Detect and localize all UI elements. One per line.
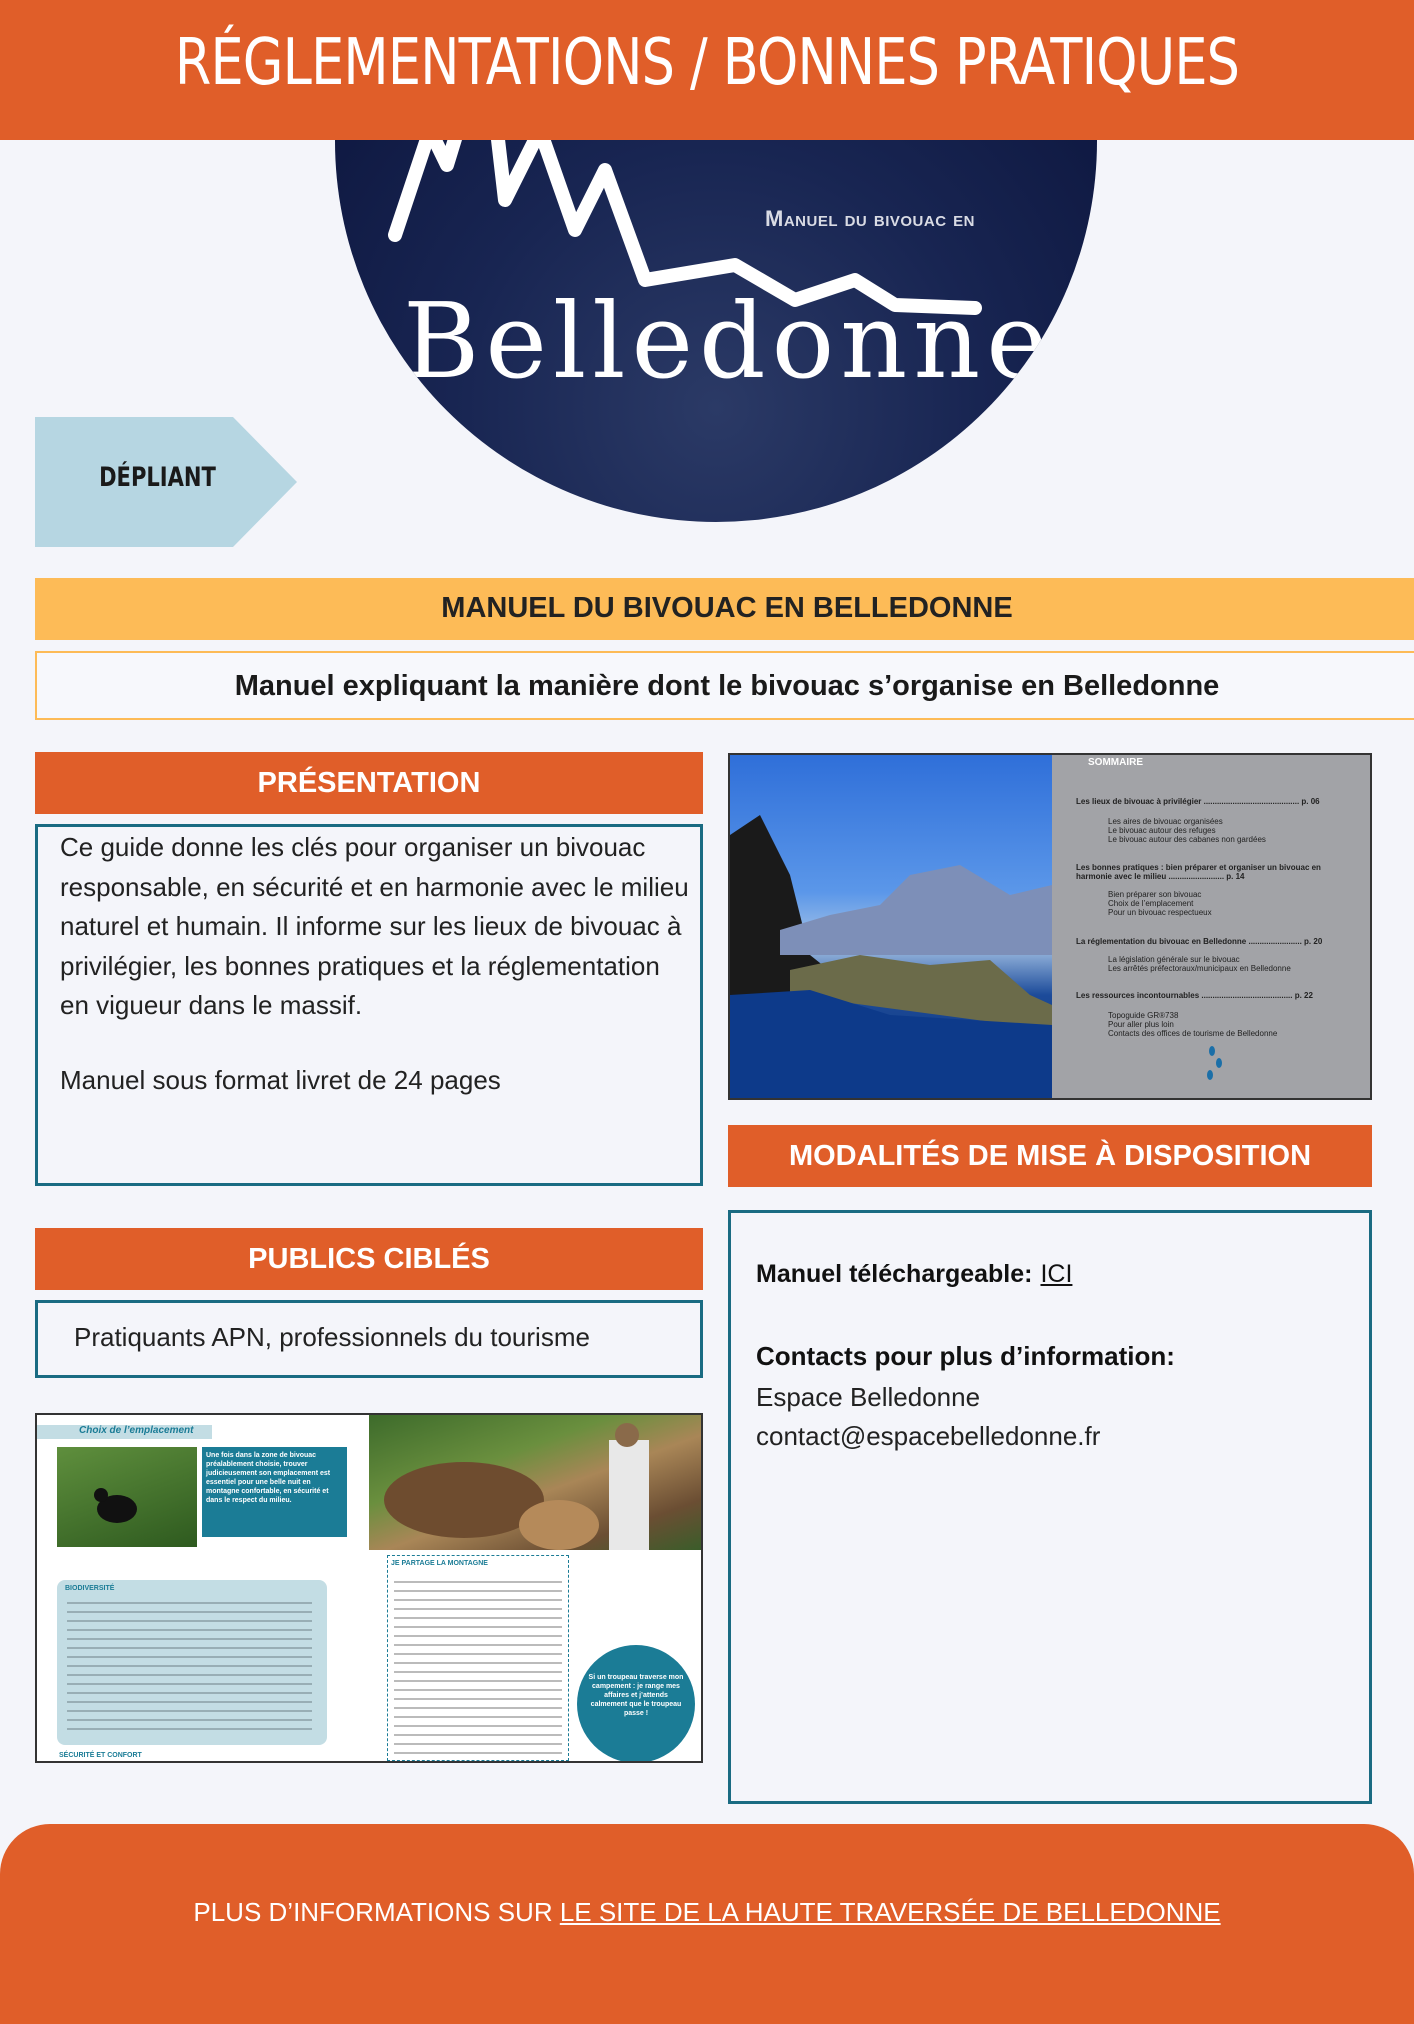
footprints-icon xyxy=(1202,1045,1226,1085)
troupeau-circle xyxy=(577,1645,695,1763)
toc-section: Les ressources incontournables ......................................... p. 22 xyxy=(1076,991,1313,1000)
toc-section: Les lieux de bivouac à privilégier ........................................... p. 06 xyxy=(1076,797,1320,806)
booklet-spread-image xyxy=(35,1413,703,1763)
biodiversity-label: BIODIVERSITÉ xyxy=(65,1585,115,1592)
toc-section: Les bonnes pratiques : bien préparer et organiser un bivouac en harmonie avec le milieu ......................... p. 14 xyxy=(1076,863,1321,881)
toc-page xyxy=(1052,755,1372,1098)
securite-label: SÉCURITÉ ET CONFORT xyxy=(59,1752,142,1759)
toc-items: La législation générale sur le bivouac Les arrêtés préfectoraux/municipaux en Belledonne xyxy=(1108,955,1291,973)
toc-section: La réglementation du bivouac en Belledonne ........................ p. 20 xyxy=(1076,937,1323,946)
toc-items: Topoguide GR®738 Pour aller plus loin Contacts des offices de tourisme de Belledonne xyxy=(1108,1011,1278,1038)
partage-label: JE PARTAGE LA MONTAGNE xyxy=(391,1560,488,1567)
modalites-heading: MODALITÉS DE MISE À DISPOSITION xyxy=(728,1125,1372,1187)
download-label: Manuel téléchargeable: xyxy=(756,1260,1033,1288)
modalites-box xyxy=(728,1210,1372,1804)
logo-name: Belledonne xyxy=(403,280,1054,402)
download-link[interactable]: ICI xyxy=(1040,1260,1073,1288)
manual-title: MANUEL DU BIVOUAC EN BELLEDONNE xyxy=(441,592,1013,624)
footer-prefix: PLUS D’INFORMATIONS SUR xyxy=(193,1897,560,1927)
presentation-format: Manuel sous format livret de 24 pages xyxy=(60,1065,501,1095)
logo-subtitle: Manuel du bivouac en xyxy=(765,206,976,231)
footer-link[interactable]: LE SITE DE LA HAUTE TRAVERSÉE DE BELLEDONNE xyxy=(559,1897,1221,1927)
presentation-text: Ce guide donne les clés pour organiser un bivouac responsable, en sécurité et en harmonie avec le milieu naturel et humain. Il informe sur les lieux de bivouac à privilégier, les bonnes pratiques et la réglementation en vigueur dans le massif. xyxy=(60,832,689,1020)
publics-heading: PUBLICS CIBLÉS xyxy=(35,1228,703,1290)
footer-text xyxy=(0,1897,1414,1928)
lake-photo xyxy=(730,755,1052,1098)
spread-right-page xyxy=(369,1415,703,1761)
page-title: RÉGLEMENTATIONS / BONNES PRATIQUES xyxy=(174,26,1240,100)
contacts-label: Contacts pour plus d’information: xyxy=(756,1341,1175,1371)
toc-items: Bien préparer son bivouac Choix de l’emplacement Pour un bivouac respectueux xyxy=(1108,890,1212,917)
booklet-summary-image xyxy=(728,753,1372,1100)
partage-box xyxy=(387,1555,569,1761)
spread-text-lines xyxy=(394,1581,562,1756)
spread-text-lines xyxy=(67,1602,312,1732)
download-line xyxy=(756,1260,1072,1289)
grouse-icon xyxy=(57,1447,197,1547)
presentation-heading: PRÉSENTATION xyxy=(35,752,703,814)
toc-items: Les aires de bivouac organisées Le bivouac autour des refuges Le bivouac autour des cabanes non gardées xyxy=(1108,817,1266,844)
manual-subtitle: Manuel expliquant la manière dont le bivouac s’organise en Belledonne xyxy=(234,670,1220,702)
spread-left-page xyxy=(37,1415,369,1761)
depliant-label: DÉPLIANT xyxy=(99,462,216,493)
shepherd-photo xyxy=(369,1415,703,1550)
spread-intro-box xyxy=(202,1447,347,1537)
troupeau-text: Si un troupeau traverse mon campement : je range mes affaires et j’attends calmement que le troupeau passe ! xyxy=(588,1674,684,1717)
publics-text: Pratiquants APN, professionnels du tourisme xyxy=(74,1322,590,1352)
spread-heading: Choix de l’emplacement xyxy=(79,1425,194,1436)
toc-title: SOMMAIRE xyxy=(1088,757,1143,768)
contact-org: Espace Belledonne xyxy=(756,1382,981,1412)
spread-biodiversity-box xyxy=(57,1580,327,1745)
contact-email[interactable]: contact@espacebelledonne.fr xyxy=(756,1421,1101,1451)
lake-mountain-icon xyxy=(730,755,1052,1098)
cow-shepherd-icon xyxy=(369,1415,703,1550)
grouse-photo xyxy=(57,1447,197,1547)
spread-intro: Une fois dans la zone de bivouac préalablement choisie, trouver judicieusement son emplacement est essentiel pour une belle nuit en montagne confortable, en sécurité et dans le respect du milieu. xyxy=(206,1452,331,1504)
